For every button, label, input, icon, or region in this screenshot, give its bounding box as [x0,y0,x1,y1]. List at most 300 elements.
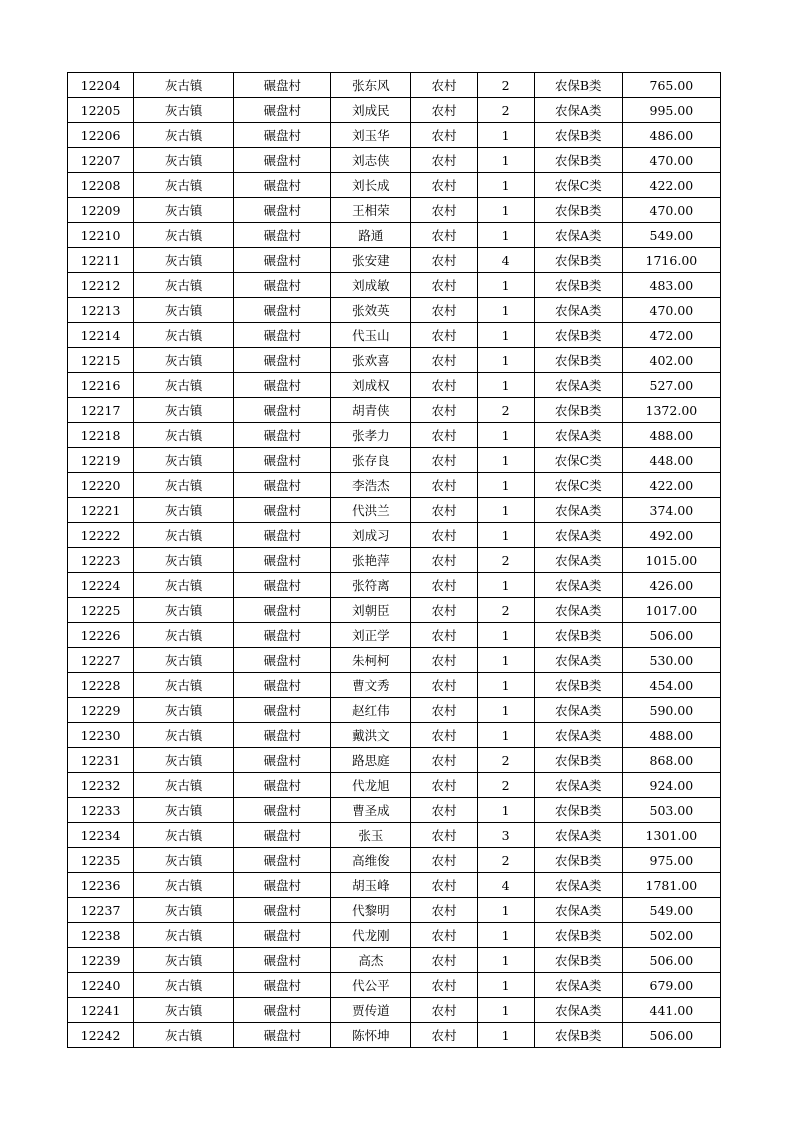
area-type-cell: 农村 [411,523,477,548]
area-type-cell: 农村 [411,373,477,398]
person-count-cell: 2 [477,748,534,773]
area-type-cell: 农村 [411,398,477,423]
person-count-cell: 1 [477,573,534,598]
village-cell: 碾盘村 [234,423,331,448]
area-type-cell: 农村 [411,748,477,773]
person-count-cell: 2 [477,848,534,873]
amount-cell: 1017.00 [622,598,720,623]
town-cell: 灰古镇 [134,498,234,523]
amount-cell: 470.00 [622,198,720,223]
amount-cell: 488.00 [622,723,720,748]
insurance-category-cell: 农保C类 [534,448,622,473]
person-count-cell: 1 [477,473,534,498]
amount-cell: 488.00 [622,423,720,448]
area-type-cell: 农村 [411,348,477,373]
record-id-cell: 12227 [68,648,134,673]
area-type-cell: 农村 [411,973,477,998]
record-id-cell: 12232 [68,773,134,798]
insurance-category-cell: 农保B类 [534,673,622,698]
insurance-category-cell: 农保B类 [534,798,622,823]
name-cell: 曹圣成 [331,798,411,823]
insurance-category-cell: 农保A类 [534,223,622,248]
name-cell: 贾传道 [331,998,411,1023]
insurance-category-cell: 农保B类 [534,398,622,423]
area-type-cell: 农村 [411,498,477,523]
record-id-cell: 12231 [68,748,134,773]
person-count-cell: 1 [477,123,534,148]
town-cell: 灰古镇 [134,898,234,923]
name-cell: 路思庭 [331,748,411,773]
town-cell: 灰古镇 [134,98,234,123]
town-cell: 灰古镇 [134,698,234,723]
insurance-category-cell: 农保B类 [534,198,622,223]
town-cell: 灰古镇 [134,548,234,573]
insurance-category-cell: 农保A类 [534,648,622,673]
table-row [68,173,721,198]
insurance-category-cell: 农保B类 [534,623,622,648]
name-cell: 刘成民 [331,98,411,123]
name-cell: 代黎明 [331,898,411,923]
village-cell: 碾盘村 [234,748,331,773]
amount-cell: 1301.00 [622,823,720,848]
area-type-cell: 农村 [411,598,477,623]
village-cell: 碾盘村 [234,773,331,798]
amount-cell: 483.00 [622,273,720,298]
area-type-cell: 农村 [411,148,477,173]
table-row [68,373,721,398]
person-count-cell: 2 [477,598,534,623]
table-row [68,398,721,423]
table-row [68,273,721,298]
town-cell: 灰古镇 [134,373,234,398]
village-cell: 碾盘村 [234,823,331,848]
area-type-cell: 农村 [411,623,477,648]
table-row [68,823,721,848]
record-id-cell: 12230 [68,723,134,748]
village-cell: 碾盘村 [234,898,331,923]
table-row [68,448,721,473]
town-cell: 灰古镇 [134,398,234,423]
record-id-cell: 12229 [68,698,134,723]
amount-cell: 549.00 [622,898,720,923]
person-count-cell: 1 [477,648,534,673]
town-cell: 灰古镇 [134,173,234,198]
name-cell: 张安建 [331,248,411,273]
record-id-cell: 12237 [68,898,134,923]
name-cell: 代公平 [331,973,411,998]
insurance-category-cell: 农保A类 [534,998,622,1023]
table-row [68,623,721,648]
insurance-category-cell: 农保A类 [534,548,622,573]
area-type-cell: 农村 [411,698,477,723]
area-type-cell: 农村 [411,573,477,598]
area-type-cell: 农村 [411,173,477,198]
town-cell: 灰古镇 [134,923,234,948]
town-cell: 灰古镇 [134,448,234,473]
person-count-cell: 2 [477,548,534,573]
table-row [68,748,721,773]
amount-cell: 426.00 [622,573,720,598]
person-count-cell: 1 [477,498,534,523]
village-cell: 碾盘村 [234,148,331,173]
person-count-cell: 1 [477,973,534,998]
name-cell: 胡青侠 [331,398,411,423]
name-cell: 代玉山 [331,323,411,348]
name-cell: 刘成习 [331,523,411,548]
name-cell: 李浩杰 [331,473,411,498]
record-id-cell: 12235 [68,848,134,873]
area-type-cell: 农村 [411,248,477,273]
amount-cell: 470.00 [622,298,720,323]
amount-cell: 1015.00 [622,548,720,573]
area-type-cell: 农村 [411,898,477,923]
area-type-cell: 农村 [411,948,477,973]
name-cell: 代龙旭 [331,773,411,798]
person-count-cell: 1 [477,673,534,698]
village-cell: 碾盘村 [234,623,331,648]
table-row [68,323,721,348]
record-id-cell: 12234 [68,823,134,848]
village-cell: 碾盘村 [234,348,331,373]
record-id-cell: 12208 [68,173,134,198]
area-type-cell: 农村 [411,473,477,498]
table-row [68,248,721,273]
town-cell: 灰古镇 [134,273,234,298]
insurance-category-cell: 农保B类 [534,73,622,98]
record-id-cell: 12241 [68,998,134,1023]
table-row [68,973,721,998]
village-cell: 碾盘村 [234,123,331,148]
town-cell: 灰古镇 [134,523,234,548]
record-id-cell: 12205 [68,98,134,123]
name-cell: 刘志侠 [331,148,411,173]
table-row [68,798,721,823]
village-cell: 碾盘村 [234,523,331,548]
village-cell: 碾盘村 [234,798,331,823]
table-row [68,698,721,723]
insurance-category-cell: 农保B类 [534,123,622,148]
town-cell: 灰古镇 [134,723,234,748]
name-cell: 路通 [331,223,411,248]
area-type-cell: 农村 [411,273,477,298]
amount-cell: 492.00 [622,523,720,548]
person-count-cell: 2 [477,73,534,98]
amount-cell: 486.00 [622,123,720,148]
town-cell: 灰古镇 [134,748,234,773]
area-type-cell: 农村 [411,123,477,148]
area-type-cell: 农村 [411,448,477,473]
record-id-cell: 12236 [68,873,134,898]
person-count-cell: 1 [477,273,534,298]
town-cell: 灰古镇 [134,298,234,323]
insurance-category-cell: 农保B类 [534,348,622,373]
insurance-category-cell: 农保A类 [534,573,622,598]
person-count-cell: 4 [477,248,534,273]
table-row [68,298,721,323]
insurance-category-cell: 农保A类 [534,98,622,123]
amount-cell: 503.00 [622,798,720,823]
amount-cell: 448.00 [622,448,720,473]
table-row [68,998,721,1023]
table-row [68,73,721,98]
amount-cell: 530.00 [622,648,720,673]
village-cell: 碾盘村 [234,173,331,198]
record-id-cell: 12219 [68,448,134,473]
insurance-category-cell: 农保A类 [534,498,622,523]
person-count-cell: 4 [477,873,534,898]
table-row [68,198,721,223]
amount-cell: 975.00 [622,848,720,873]
name-cell: 胡玉峰 [331,873,411,898]
town-cell: 灰古镇 [134,248,234,273]
town-cell: 灰古镇 [134,848,234,873]
table-row [68,98,721,123]
person-count-cell: 1 [477,898,534,923]
person-count-cell: 1 [477,623,534,648]
record-id-cell: 12224 [68,573,134,598]
table-row [68,573,721,598]
record-id-cell: 12210 [68,223,134,248]
amount-cell: 422.00 [622,173,720,198]
amount-cell: 1372.00 [622,398,720,423]
record-id-cell: 12220 [68,473,134,498]
record-id-cell: 12218 [68,423,134,448]
record-id-cell: 12206 [68,123,134,148]
person-count-cell: 1 [477,348,534,373]
area-type-cell: 农村 [411,323,477,348]
name-cell: 张效英 [331,298,411,323]
town-cell: 灰古镇 [134,998,234,1023]
village-cell: 碾盘村 [234,298,331,323]
record-id-cell: 12216 [68,373,134,398]
table-row [68,423,721,448]
town-cell: 灰古镇 [134,223,234,248]
village-cell: 碾盘村 [234,673,331,698]
record-id-cell: 12209 [68,198,134,223]
person-count-cell: 2 [477,398,534,423]
table-row [68,873,721,898]
name-cell: 刘玉华 [331,123,411,148]
name-cell: 高维俊 [331,848,411,873]
insurance-category-cell: 农保A类 [534,823,622,848]
area-type-cell: 农村 [411,848,477,873]
record-id-cell: 12217 [68,398,134,423]
area-type-cell: 农村 [411,98,477,123]
amount-cell: 506.00 [622,948,720,973]
table-row [68,723,721,748]
insurance-category-cell: 农保C类 [534,473,622,498]
insurance-category-cell: 农保A类 [534,898,622,923]
village-cell: 碾盘村 [234,248,331,273]
insurance-category-cell: 农保A类 [534,723,622,748]
record-id-cell: 12242 [68,1023,134,1048]
village-cell: 碾盘村 [234,573,331,598]
person-count-cell: 1 [477,1023,534,1048]
area-type-cell: 农村 [411,998,477,1023]
person-count-cell: 1 [477,798,534,823]
area-type-cell: 农村 [411,298,477,323]
amount-cell: 995.00 [622,98,720,123]
amount-cell: 765.00 [622,73,720,98]
village-cell: 碾盘村 [234,398,331,423]
person-count-cell: 1 [477,223,534,248]
record-id-cell: 12215 [68,348,134,373]
area-type-cell: 农村 [411,673,477,698]
village-cell: 碾盘村 [234,473,331,498]
insurance-category-cell: 农保A类 [534,423,622,448]
amount-cell: 502.00 [622,923,720,948]
town-cell: 灰古镇 [134,598,234,623]
town-cell: 灰古镇 [134,473,234,498]
name-cell: 高杰 [331,948,411,973]
person-count-cell: 1 [477,723,534,748]
table-row [68,548,721,573]
table-body [68,73,721,1048]
town-cell: 灰古镇 [134,823,234,848]
village-cell: 碾盘村 [234,498,331,523]
table-row [68,773,721,798]
record-id-cell: 12238 [68,923,134,948]
town-cell: 灰古镇 [134,873,234,898]
area-type-cell: 农村 [411,1023,477,1048]
village-cell: 碾盘村 [234,648,331,673]
person-count-cell: 1 [477,198,534,223]
amount-cell: 402.00 [622,348,720,373]
table-row [68,898,721,923]
person-count-cell: 1 [477,298,534,323]
area-type-cell: 农村 [411,73,477,98]
table-row [68,598,721,623]
insurance-category-cell: 农保B类 [534,323,622,348]
town-cell: 灰古镇 [134,973,234,998]
record-id-cell: 12225 [68,598,134,623]
amount-cell: 506.00 [622,1023,720,1048]
person-count-cell: 1 [477,173,534,198]
village-cell: 碾盘村 [234,223,331,248]
town-cell: 灰古镇 [134,773,234,798]
insurance-category-cell: 农保B类 [534,148,622,173]
insurance-category-cell: 农保B类 [534,748,622,773]
town-cell: 灰古镇 [134,123,234,148]
insurance-category-cell: 农保A类 [534,298,622,323]
amount-cell: 1716.00 [622,248,720,273]
name-cell: 张欢喜 [331,348,411,373]
record-id-cell: 12233 [68,798,134,823]
area-type-cell: 农村 [411,423,477,448]
village-cell: 碾盘村 [234,448,331,473]
amount-cell: 590.00 [622,698,720,723]
town-cell: 灰古镇 [134,73,234,98]
area-type-cell: 农村 [411,923,477,948]
name-cell: 代龙刚 [331,923,411,948]
record-id-cell: 12207 [68,148,134,173]
town-cell: 灰古镇 [134,348,234,373]
area-type-cell: 农村 [411,873,477,898]
insurance-category-cell: 农保A类 [534,523,622,548]
person-count-cell: 1 [477,423,534,448]
table-row [68,223,721,248]
name-cell: 刘正学 [331,623,411,648]
amount-cell: 527.00 [622,373,720,398]
table-row [68,648,721,673]
record-id-cell: 12212 [68,273,134,298]
village-cell: 碾盘村 [234,723,331,748]
village-cell: 碾盘村 [234,1023,331,1048]
village-cell: 碾盘村 [234,848,331,873]
village-cell: 碾盘村 [234,698,331,723]
name-cell: 戴洪文 [331,723,411,748]
name-cell: 曹文秀 [331,673,411,698]
amount-cell: 1781.00 [622,873,720,898]
name-cell: 赵红伟 [331,698,411,723]
insurance-category-cell: 农保A类 [534,373,622,398]
insurance-category-cell: 农保A类 [534,873,622,898]
person-count-cell: 1 [477,323,534,348]
insurance-category-cell: 农保A类 [534,773,622,798]
village-cell: 碾盘村 [234,973,331,998]
insurance-category-cell: 农保B类 [534,948,622,973]
insurance-category-cell: 农保B类 [534,848,622,873]
person-count-cell: 1 [477,923,534,948]
table-row [68,348,721,373]
name-cell: 陈怀坤 [331,1023,411,1048]
area-type-cell: 农村 [411,773,477,798]
name-cell: 张符离 [331,573,411,598]
town-cell: 灰古镇 [134,423,234,448]
town-cell: 灰古镇 [134,673,234,698]
town-cell: 灰古镇 [134,948,234,973]
amount-cell: 374.00 [622,498,720,523]
village-cell: 碾盘村 [234,323,331,348]
person-count-cell: 1 [477,523,534,548]
village-cell: 碾盘村 [234,373,331,398]
record-id-cell: 12239 [68,948,134,973]
name-cell: 王相荣 [331,198,411,223]
town-cell: 灰古镇 [134,623,234,648]
town-cell: 灰古镇 [134,1023,234,1048]
data-table [67,72,721,1048]
amount-cell: 422.00 [622,473,720,498]
name-cell: 刘成权 [331,373,411,398]
person-count-cell: 1 [477,373,534,398]
name-cell: 张孝力 [331,423,411,448]
record-id-cell: 12213 [68,298,134,323]
area-type-cell: 农村 [411,198,477,223]
insurance-category-cell: 农保A类 [534,698,622,723]
town-cell: 灰古镇 [134,648,234,673]
record-id-cell: 12221 [68,498,134,523]
name-cell: 刘长成 [331,173,411,198]
area-type-cell: 农村 [411,823,477,848]
amount-cell: 441.00 [622,998,720,1023]
table-row [68,948,721,973]
person-count-cell: 1 [477,698,534,723]
person-count-cell: 2 [477,98,534,123]
record-id-cell: 12204 [68,73,134,98]
person-count-cell: 1 [477,948,534,973]
record-id-cell: 12223 [68,548,134,573]
amount-cell: 470.00 [622,148,720,173]
town-cell: 灰古镇 [134,198,234,223]
amount-cell: 506.00 [622,623,720,648]
amount-cell: 454.00 [622,673,720,698]
table-row [68,848,721,873]
table-row [68,1023,721,1048]
village-cell: 碾盘村 [234,98,331,123]
table-row [68,123,721,148]
town-cell: 灰古镇 [134,798,234,823]
insurance-category-cell: 农保A类 [534,973,622,998]
